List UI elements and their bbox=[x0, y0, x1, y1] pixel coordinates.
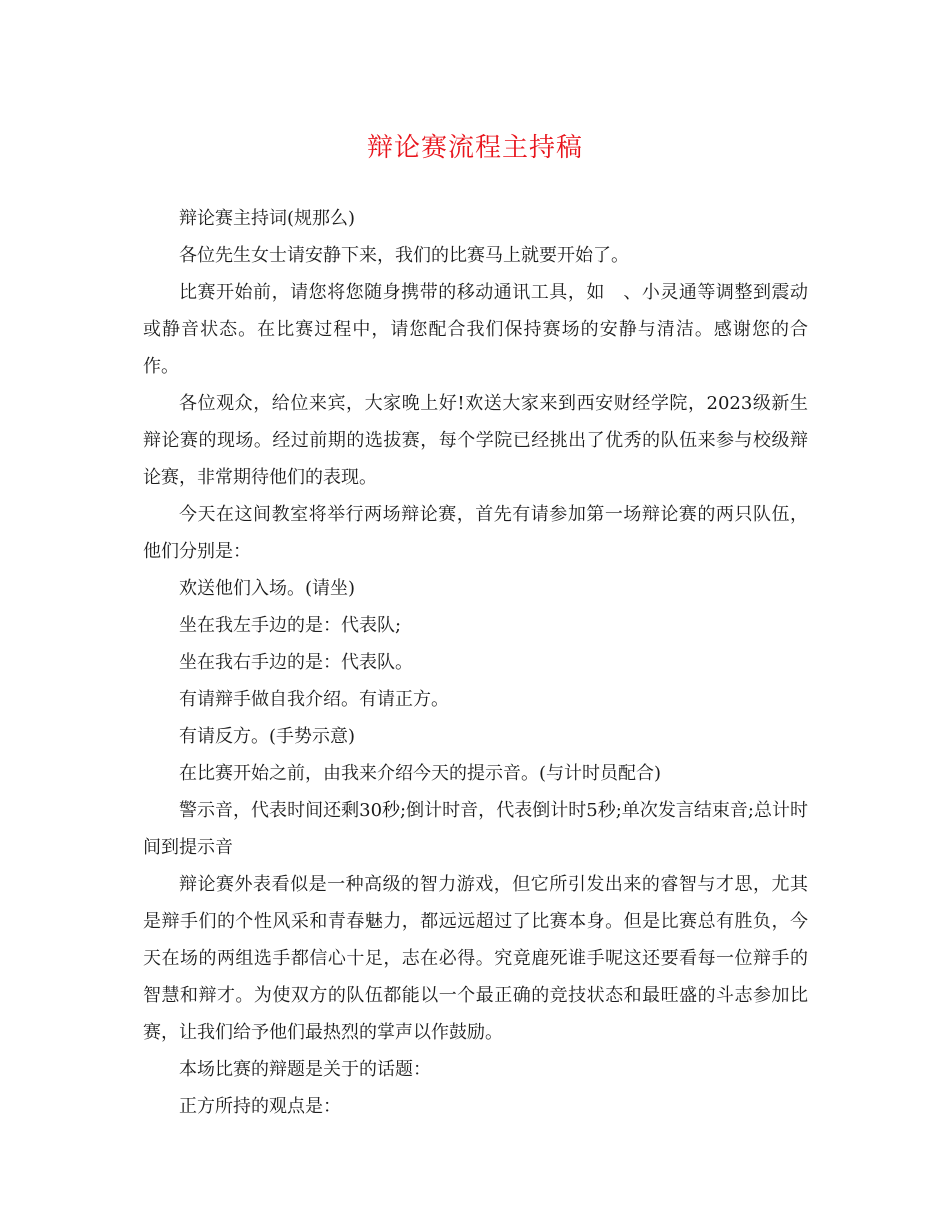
paragraph: 今天在这间教室将举行两场辩论赛，首先有请参加第一场辩论赛的两只队伍，他们分别是： bbox=[143, 504, 808, 562]
paragraph: 有请反方。(手势示意) bbox=[179, 726, 356, 747]
paragraph: 坐在我右手边的是：代表队。 bbox=[179, 652, 413, 673]
document-body bbox=[143, 200, 808, 1125]
paragraph: 警示音，代表时间还剩30秒;倒计时音，代表倒计时5秒;单次发言结束音;总计时间到提示音 bbox=[143, 800, 808, 858]
paragraph: 辩论赛主持词(规那么) bbox=[179, 208, 356, 229]
paragraph: 辩论赛外表看似是一种高级的智力游戏，但它所引发出来的睿智与才思，尤其是辩手们的个性风采和青春魅力，都远远超过了比赛本身。但是比赛总有胜负，今天在场的两组选手都信心十足，志在必得。究竟鹿死谁手呢这还要看每一位辩手的智慧和辩才。为使双方的队伍都能以一个最正确的竞技状态和最旺盛的斗志参加比赛，让我们给予他们最热烈的掌声以作鼓励。 bbox=[143, 874, 808, 1043]
document-title: 辩论赛流程主持稿 bbox=[366, 133, 583, 163]
paragraph: 坐在我左手边的是：代表队; bbox=[179, 615, 402, 636]
paragraph: 比赛开始前，请您将您随身携带的移动通讯工具，如 、小灵通等调整到震动或静音状态。在比赛过程中，请您配合我们保持赛场的安静与清洁。感谢您的合作。 bbox=[143, 282, 808, 377]
paragraph: 在比赛开始之前，由我来介绍今天的提示音。(与计时员配合) bbox=[179, 763, 662, 784]
paragraph: 各位先生女士请安静下来，我们的比赛马上就要开始了。 bbox=[179, 245, 629, 266]
paragraph: 正方所持的观点是： bbox=[179, 1096, 341, 1117]
paragraph: 有请辩手做自我介绍。有请正方。 bbox=[179, 689, 449, 710]
paragraph: 各位观众，给位来宾，大家晚上好!欢送大家来到西安财经学院，2023级新生辩论赛的现场。经过前期的选拔赛，每个学院已经挑出了优秀的队伍来参与校级辩论赛，非常期待他们的表现。 bbox=[143, 393, 808, 488]
paragraph: 本场比赛的辩题是关于的话题： bbox=[179, 1059, 431, 1080]
paragraph: 欢送他们入场。(请坐) bbox=[179, 578, 356, 599]
